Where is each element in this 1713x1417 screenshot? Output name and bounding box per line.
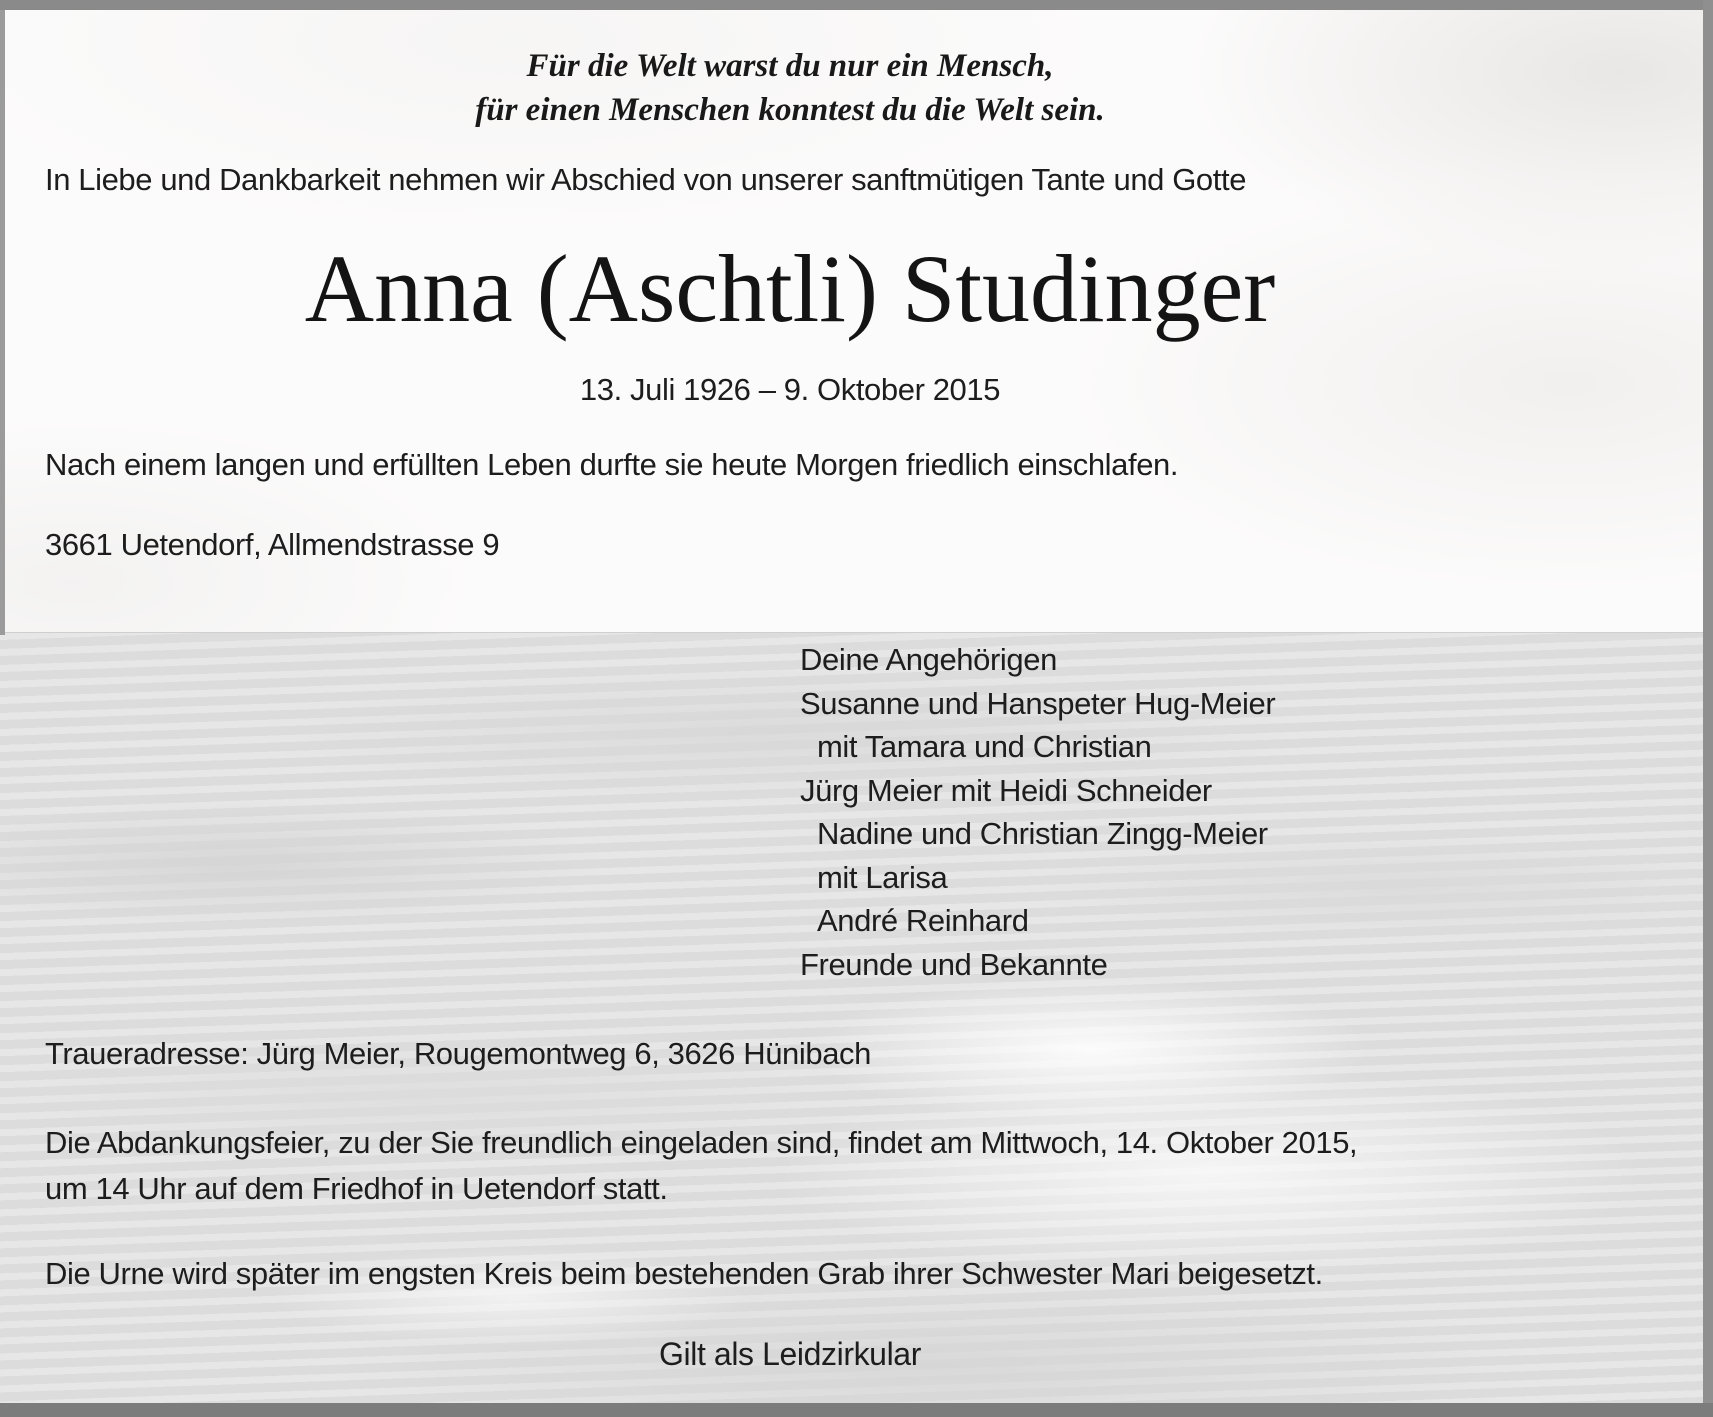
mourner-line: André Reinhard <box>817 903 1029 938</box>
epigraph-line-1: Für die Welt warst du nur ein Mensch, <box>526 48 1054 84</box>
epigraph-line-2: für einen Menschen konntest du die Welt sein. <box>475 92 1105 128</box>
scan-border-left <box>0 10 5 635</box>
mourner-line: mit Larisa <box>817 859 948 895</box>
scan-border-top <box>0 0 1713 10</box>
scan-border-right <box>1703 0 1713 1417</box>
death-announcement-line: Nach einem langen und erfüllten Leben durfte sie heute Morgen friedlich einschlafen. <box>45 447 1179 482</box>
mourners-list <box>800 638 1500 986</box>
scan-border-bottom <box>0 1403 1713 1417</box>
residence-address: 3661 Uetendorf, Allmendstrasse 9 <box>45 527 500 562</box>
intro-line: In Liebe und Dankbarkeit nehmen wir Abschied von unserer sanftmütigen Tante und Gotte <box>45 162 1247 197</box>
mourner-line: Nadine und Christian Zingg-Meier <box>817 816 1268 851</box>
mourner-line: Jürg Meier mit Heidi Schneider <box>800 772 1212 808</box>
mourner-line: Susanne und Hanspeter Hug-Meier <box>800 685 1276 721</box>
mourner-line: Deine Angehörigen <box>800 642 1057 677</box>
epigraph <box>45 44 1535 132</box>
leidzirkular-note: Gilt als Leidzirkular <box>659 1336 921 1372</box>
urn-burial-line: Die Urne wird später im engsten Kreis beim bestehenden Grab ihrer Schwester Mari beigesetzt. <box>45 1256 1323 1291</box>
mourner-line: mit Tamara und Christian <box>817 729 1152 764</box>
life-dates: 13. Juli 1926 – 9. Oktober 2015 <box>579 372 1001 407</box>
deceased-name: Anna (Aschtli) Studinger <box>304 235 1276 342</box>
mourner-line: Freunde und Bekannte <box>800 946 1108 982</box>
funeral-service-paragraph <box>45 1120 1535 1212</box>
funeral-service-line-1: Die Abdankungsfeier, zu der Sie freundlich eingeladen sind, findet am Mittwoch, 14. Oktober 2015, <box>45 1125 1358 1160</box>
mourning-address-line: Traueradresse: Jürg Meier, Rougemontweg 6, 3626 Hünibach <box>45 1036 871 1071</box>
funeral-service-line-2: um 14 Uhr auf dem Friedhof in Uetendorf statt. <box>45 1171 668 1206</box>
